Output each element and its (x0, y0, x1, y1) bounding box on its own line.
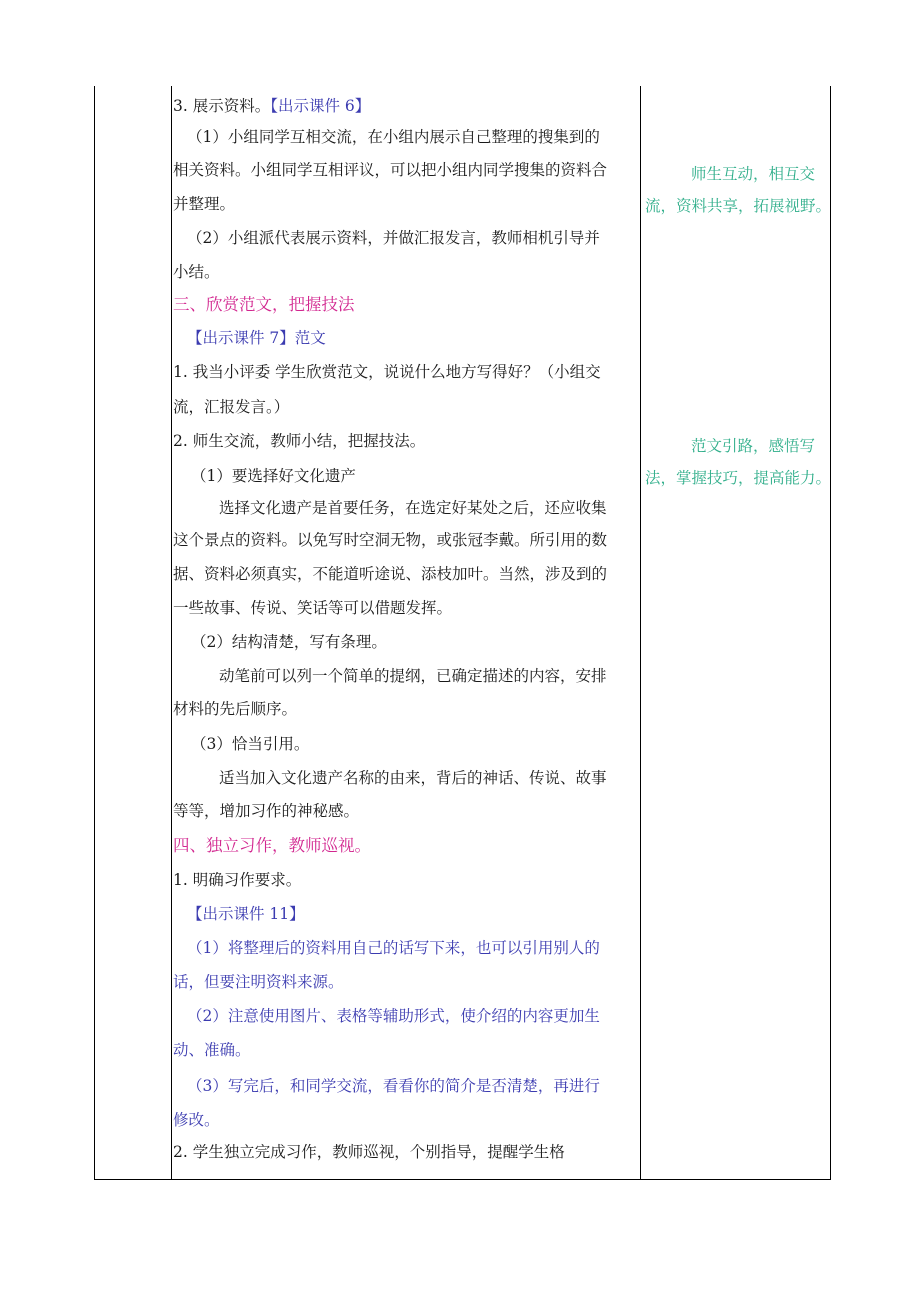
text-segment: 1. 我当小评委 学生欣赏范文，说说什么地方写得好？（小组交 (173, 363, 601, 381)
column-divider-left (171, 86, 172, 1179)
text-segment: 适当加入文化遗产名称的由来，背后的神话、传说、故事 (219, 769, 607, 787)
text-segment: 【出示课件 11】 (187, 905, 305, 923)
text-segment: 2. 学生独立完成习作，教师巡视，个别指导，提醒学生格 (173, 1143, 565, 1161)
process-line (173, 1104, 220, 1136)
text-segment: 等等，增加习作的神秘感。 (173, 802, 360, 820)
text-segment: 动笔前可以列一个简单的提纲，已确定描述的内容，安排 (219, 667, 607, 685)
process-line (173, 289, 355, 321)
process-line (219, 492, 607, 524)
text-segment: 【出示课件 7】范文 (187, 329, 326, 347)
process-line (187, 322, 326, 354)
process-line (187, 898, 305, 930)
process-line (219, 762, 607, 794)
process-line (173, 830, 371, 862)
text-segment: 【出示课件 6】 (270, 97, 371, 115)
text-segment: 材料的先后顺序。 (173, 700, 298, 718)
text-segment: （3）恰当引用。 (191, 735, 310, 753)
note-line: 流，资料共享，拓展视野。 (645, 197, 832, 215)
text-segment: 动、准确。 (173, 1041, 251, 1059)
process-line (173, 356, 601, 388)
text-segment: 话，但要注明资料来源。 (173, 973, 344, 991)
process-line (173, 864, 301, 896)
process-line (191, 626, 387, 658)
process-line (191, 728, 309, 760)
process-line (173, 558, 607, 590)
text-segment: 流，汇报发言。） (173, 398, 290, 416)
column-divider-right (640, 86, 641, 1179)
process-line (173, 1136, 565, 1168)
process-line (173, 693, 297, 725)
text-segment: 一些故事、传说、笑话等可以借题发挥。 (173, 599, 453, 617)
process-line (173, 154, 607, 186)
process-line (173, 256, 220, 288)
text-segment: 并整理。 (173, 195, 236, 213)
note-line: 师生互动，相互交 (691, 165, 816, 183)
text-segment: 四、独立习作，教师巡视。 (173, 836, 371, 855)
design-note-2 (643, 430, 831, 494)
process-line (187, 222, 600, 254)
process-line (173, 795, 359, 827)
text-segment: （3）写完后，和同学交流，看看你的简介是否清楚，再进行 (187, 1077, 600, 1095)
text-segment: （1）小组同学互相交流，在小组内展示自己整理的搜集到的 (187, 128, 600, 146)
process-line (219, 660, 607, 692)
process-line (187, 121, 600, 153)
text-segment: （2）小组派代表展示资料，并做汇报发言，教师相机引导并 (187, 229, 600, 247)
text-segment: 相关资料。小组同学互相评议，可以把小组内同学搜集的资料合 (173, 161, 608, 179)
design-note-1 (643, 158, 831, 222)
text-segment: 这个景点的资料。以免写时空洞无物，或张冠李戴。所引用的数 (173, 531, 608, 549)
note-line: 范文引路，感悟写 (691, 437, 816, 455)
text-segment: 修改。 (173, 1111, 220, 1129)
text-segment: （1）将整理后的资料用自己的话写下来，也可以引用别人的 (187, 939, 600, 957)
text-segment: 3. 展示资料。 (173, 97, 271, 115)
process-line (187, 1000, 600, 1032)
process-line (173, 1034, 251, 1066)
text-segment: （2）注意使用图片、表格等辅助形式，使介绍的内容更加生 (187, 1007, 600, 1025)
text-segment: 2. 师生交流，教师小结，把握技法。 (173, 432, 426, 450)
text-segment: 选择文化遗产是首要任务，在选定好某处之后，还应收集 (219, 499, 607, 517)
process-line (173, 592, 452, 624)
text-segment: 小结。 (173, 263, 220, 281)
process-line (173, 524, 607, 556)
process-line (173, 425, 425, 457)
note-line: 法，掌握技巧，提高能力。 (645, 469, 832, 487)
process-line (187, 932, 600, 964)
lesson-table (94, 86, 831, 1180)
process-line (173, 90, 370, 122)
text-segment: 1. 明确习作要求。 (173, 871, 302, 889)
text-segment: 三、欣赏范文，把握技法 (173, 295, 355, 314)
process-line (173, 391, 289, 423)
text-segment: （1）要选择好文化遗产 (191, 467, 356, 485)
process-line (187, 1070, 600, 1102)
text-segment: （2）结构清楚，写有条理。 (191, 633, 387, 651)
process-line (191, 460, 356, 492)
process-line (173, 966, 344, 998)
process-line (173, 188, 235, 220)
text-segment: 据、资料必须真实，不能道听途说、添枝加叶。当然，涉及到的 (173, 565, 608, 583)
